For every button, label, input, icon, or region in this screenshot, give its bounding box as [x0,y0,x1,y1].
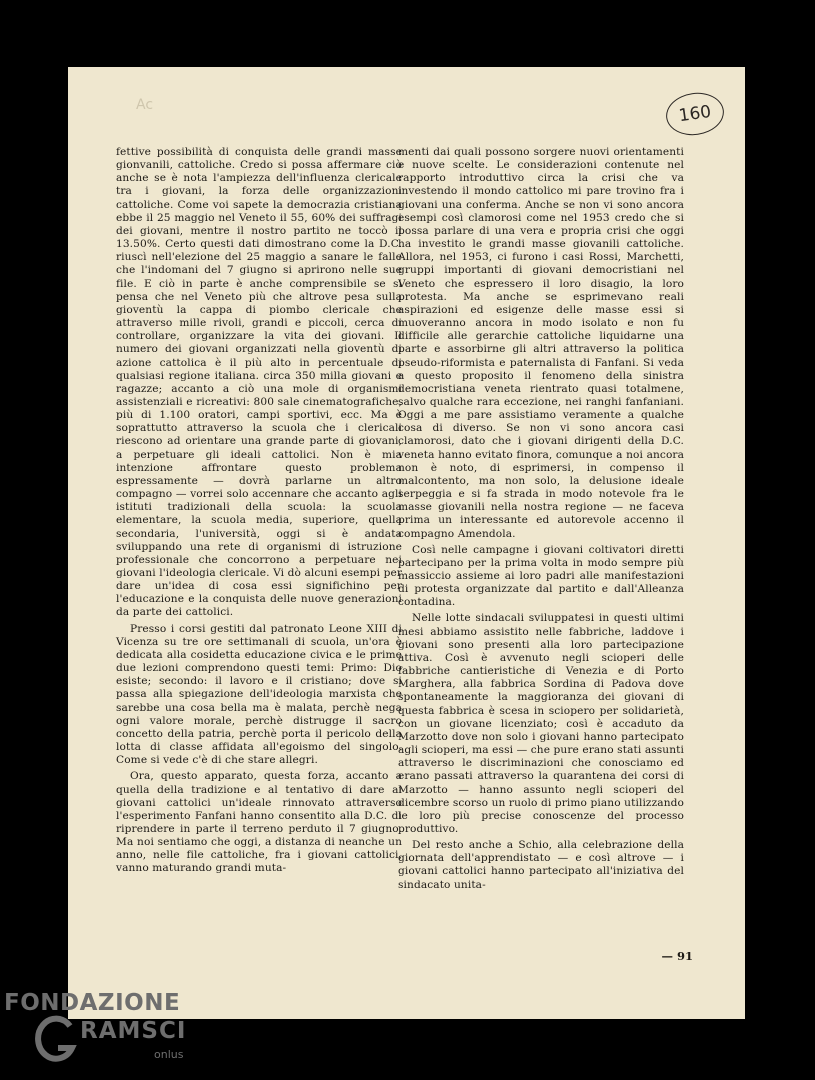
document-page [68,67,745,1019]
pencil-mark: Ac [136,97,154,113]
right-column [398,146,684,892]
archive-number-stamp: 160 [663,89,726,139]
left-paragraph-1: fettive possibilità di conquista delle grandi masse gionvanili, cattoliche. Credo si possa affermare ciò anche se è nota l'ampiezza dell'influenza clericale tra i giovani, la forza delle organizzazioni cattoliche. Come voi sapete la democrazia cristiana ebbe il 25 maggio nel Veneto il 55, 60% dei suffragi dei giovani, mentre il nostro partito ne toccò il 13.50%. Certo questi dati dimostrano come la D.C. riuscì nell'elezione del 25 maggio a sanare le falle che l'indomani del 7 giugno si aprirono nelle sue file. E ciò in parte è anche comprensibile se si pensa che nel Veneto più che altrove pesa sulla gioventù la cappa di piombo clericale che attraverso mille rivoli, grandi e piccoli, cerca di controllare, organizzare la vita dei giovani. Il numero dei giovani organizzati nella gioventù di azione cattolica è il più alto in percentuale di qualsiasi regione italiana. circa 350 milla giovani e ragazze; accanto a ciò una mole di organismi assistenziali e ricreativi: 800 sale cinematografiche, più di 1.100 oratori, campi sportivi, ecc. Ma è soprattutto attraverso la scuola che i clericali riescono ad orientare una grande parte di giovani, a perpetuare gli ideali cattolici. Non è mia intenzione affrontare questo problema espressamente — dovrà parlarne un altro compagno — vorrei solo accennare che accanto agli istituti tradizionali della scuola: la scuola elementare, la scuola media, superiore, quella secondaria, l'università, oggi si è andata sviluppando una rete di organismi di istruzione professionale che concorrono a perpetuare nei giovani l'ideologia clericale. Vi dò alcuni esempi per dare un'idea di cosa essi significhino per l'educazione e la conquista delle nuove generazioni da parte dei cattolici. [116,146,402,619]
left-paragraph-3: Ora, questo apparato, questa forza, accanto a quella della tradizione e al tentativo di dare ai giovani cattolici un'ideale rinnovato attraverso l'esperimento Fanfani hanno consentito alla D.C. di riprendere in parte il terreno perduto il 7 giugno. Ma noi sentiamo che oggi, a distanza di neanche un anno, nelle file cattoliche, fra i giovani cattolici, vanno maturando grandi muta- [116,770,402,875]
watermark-sub: onlus [154,1048,184,1061]
watermark-line1: FONDAZIONE [4,990,181,1016]
right-paragraph-4: Del resto anche a Schio, alla celebrazione della giornata dell'apprendistato — e così altrove — i giovani cattolici hanno partecipato all'iniziativa del sindacato unita- [398,839,684,891]
right-paragraph-2: Così nelle campagne i giovani coltivatori diretti partecipano per la prima volta in modo sempre più massiccio assieme ai loro padri alle manifestazioni di protesta organizzate dal partito e dall'Alleanza contadina. [398,543,684,609]
left-column [116,146,402,876]
gramsci-g-icon [34,1014,78,1066]
left-paragraph-2: Presso i corsi gestiti dal patronato Leone XIII di Vicenza su tre ore settimanali di scuola, un'ora è dedicata alla cosidetta educazione civica e le prime due lezioni comprendono questi temi: Primo: Dio esiste; secondo: il lavoro e il cristiano; dove si passa alla spiegazione dell'ideologia marxista che sarebbe una cosa bella ma è malata, perchè nega ogni valore morale, perchè distrugge il sacro concetto della patria, perchè porta il pericolo della lotta di classe affidata all'egoismo del singolo. Come si vede c'è di che stare allegri. [116,622,402,767]
right-paragraph-3: Nelle lotte sindacali sviluppatesi in questi ultimi mesi abbiamo assistito nelle fabbriche, laddove i giovani sono presenti alla loro partecipazione attiva. Così è avvenuto negli scioperi delle fabbriche cantieristiche di Venezia e di Porto Marghera, alla fabbrica Sordina di Padova dove spontaneamente la maggioranza dei giovani di questa fabbrica è scesa in sciopero per solidarietà, con un giovane licenziato; così è accaduto da Marzotto dove non solo i giovani hanno partecipato agli scioperi, ma essi — che pure erano stati assunti attraverso le discriminazioni che conosciamo ed erano passati attraverso la quarantena dei corsi di Marzotto — hanno assunto negli scioperi del dicembre scorso un ruolo di primo piano utilizzando le loro più precise conoscenze del processo produttivo. [398,612,684,835]
fondazione-gramsci-watermark [4,990,204,1074]
right-paragraph-1: menti dai quali possono sorgere nuovi orientamenti e nuove scelte. Le considerazioni contenute nel rapporto introduttivo circa la crisi che va investendo il mondo cattolico mi pare trovino fra i giovani una conferma. Anche se non vi sono ancora esempi così clamorosi come nel 1953 credo che si possa parlare di una vera e propria crisi che oggi ha investito le grandi masse giovanili cattoliche. Allora, nel 1953, ci furono i casi Rossi, Marchetti, gruppi importanti di giovani democristiani nel Veneto che espressero il loro disagio, la loro protesta. Ma anche se esprimevano reali aspirazioni ed esigenze delle masse essi si muoveranno ancora in modo isolato e non fu difficile alle gerarchie cattoliche liquidarne una parte e assorbirne gli altri attraverso la politica pseudo-riformista e paternalista di Fanfani. Si veda a questo proposito il fenomeno della sinistra democristiana veneta rientrato quasi totalmene, salvo qualche rara eccezione, nei ranghi fanfaniani. Oggi a me pare assistiamo veramente a qualche cosa di diverso. Se non vi sono ancora casi clamorosi, dato che i giovani dirigenti della D.C. veneta hanno evitato finora, comunque a noi ancora non è noto, di esprimersi, in compenso il malcontento, ma non solo, la delusione ideale serpeggia e si fa strada in modo notevole fra le masse giovanili nella nostra regione — ne faceva prima un interessante ed autorevole accenno il compagno Amendola. [398,146,684,540]
page-number: — 91 [661,949,693,963]
watermark-line2: RAMSCI [80,1018,187,1044]
